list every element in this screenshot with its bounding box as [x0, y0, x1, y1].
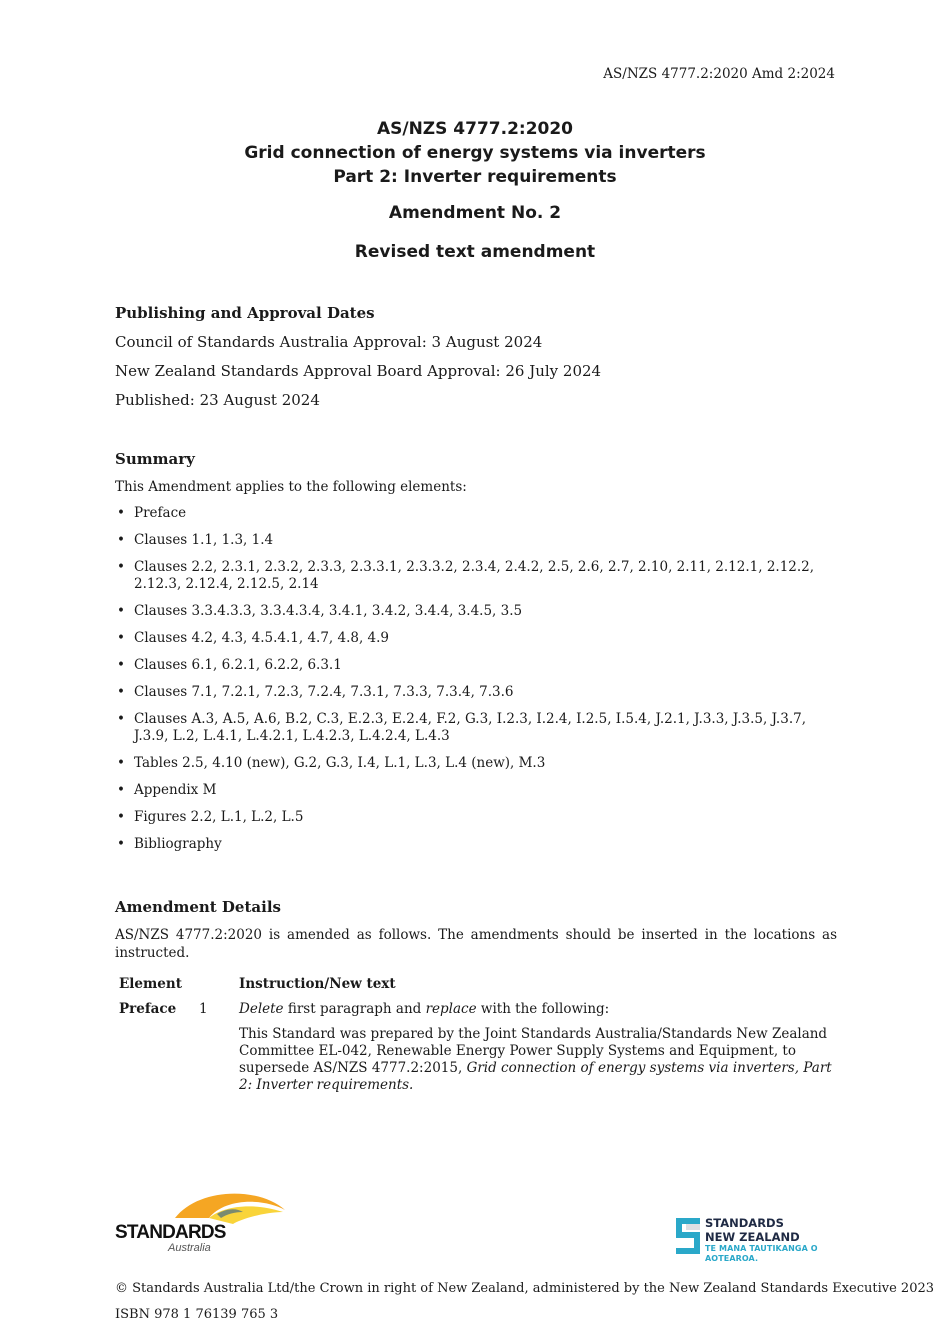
details-intro: AS/NZS 4777.2:2020 is amended as follows. The amendments should be inserted in the locations as instructed. — [115, 927, 837, 961]
published-date: Published: 23 August 2024 — [115, 391, 320, 409]
list-item: • Clauses 6.1, 6.2.1, 6.2.2, 6.3.1 — [115, 657, 837, 674]
standard-number: AS/NZS 4777.2:2020 — [376, 119, 574, 139]
publishing-heading: Publishing and Approval Dates — [115, 304, 375, 322]
standard-title: Grid connection of energy systems via inverters — [244, 143, 706, 163]
list-item: • Clauses A.3, A.5, A.6, B.2, C.3, E.2.3, E.2.4, F.2, G.3, I.2.3, I.2.4, I.2.5, I.5.4, J.2.1, J.3.3, J.3.5, J.3.7, J.3.9, L.2, L.4.1, L.4.2.1, L.4.2.3, L.4.2.4, L.4.3 — [115, 711, 837, 745]
list-item: • Clauses 3.3.4.3.3, 3.3.4.3.4, 3.4.1, 3.4.2, 3.4.4, 3.4.5, 3.5 — [115, 603, 837, 620]
list-item: • Clauses 7.1, 7.2.1, 7.2.3, 7.2.4, 7.3.1, 7.3.3, 7.3.4, 7.3.6 — [115, 684, 837, 701]
sa-name-text: STANDARDS — [115, 1222, 226, 1243]
list-item: • Bibliography — [115, 836, 837, 853]
list-item: • Preface — [115, 505, 837, 522]
list-item: • Clauses 2.2, 2.3.1, 2.3.2, 2.3.3, 2.3.3.1, 2.3.3.2, 2.3.4, 2.4.2, 2.5, 2.6, 2.7, 2.10, 2.11, 2.12.1, 2.12.2, 2.12.3, 2.12.4, 2.12.5, 2.14 — [115, 559, 837, 593]
row-element: Preface — [119, 1001, 177, 1017]
summary-intro: This Amendment applies to the following elements: — [115, 479, 467, 495]
standards-australia-logo — [113, 1188, 288, 1258]
details-heading: Amendment Details — [115, 898, 281, 916]
list-item: • Clauses 4.2, 4.3, 4.5.4.1, 4.7, 4.8, 4.9 — [115, 630, 837, 647]
standard-part: Part 2: Inverter requirements — [333, 167, 617, 187]
copyright-notice: © Standards Australia Ltd/the Crown in right of New Zealand, administered by the New Zealand Standards Executive 2023 — [115, 1281, 935, 1296]
list-item: • Appendix M — [115, 782, 837, 799]
standards-new-zealand-logo — [676, 1216, 851, 1263]
sa-sub-text: Australia — [168, 1242, 211, 1254]
approval-new-zealand: New Zealand Standards Approval Board Approval: 26 July 2024 — [115, 362, 602, 380]
row-instruction: Delete first paragraph and replace with the following: — [239, 1001, 610, 1017]
row-number: 1 — [199, 1001, 208, 1017]
list-item: • Clauses 1.1, 1.3, 1.4 — [115, 532, 837, 549]
instruction-delete: Delete — [239, 1001, 284, 1017]
document-reference: AS/NZS 4777.2:2020 Amd 2:2024 — [603, 66, 835, 82]
nz-tagline: TE MANA TAUTIKANGA O AOTEAROA. — [705, 1244, 818, 1263]
replacement-text: This Standard was prepared by the Joint Standards Australia/Standards New Zealand Committee EL-042, Renewable Energy Power Supply Systems and Equipment, to supersede AS/NZS 4777.2:2015, Grid connection of energy systems via inverters, Part 2: Inverter requirements. — [239, 1026, 832, 1093]
nz-name-line1: STANDARDS — [705, 1216, 784, 1230]
amendment-type: Revised text amendment — [354, 242, 596, 262]
approval-australia: Council of Standards Australia Approval: 3 August 2024 — [115, 333, 543, 351]
amendment-number: Amendment No. 2 — [388, 203, 562, 223]
column-header-instruction: Instruction/New text — [239, 976, 396, 992]
summary-heading: Summary — [115, 450, 195, 468]
column-header-element: Element — [119, 976, 182, 992]
nz-name-line2: NEW ZEALAND — [705, 1230, 800, 1244]
isbn: ISBN 978 1 76139 765 3 — [115, 1307, 279, 1322]
list-item: • Figures 2.2, L.1, L.2, L.5 — [115, 809, 837, 826]
list-item: • Tables 2.5, 4.10 (new), G.2, G.3, I.4, L.1, L.3, L.4 (new), M.3 — [115, 755, 837, 772]
title-block — [0, 117, 950, 189]
standards-nz-mark-icon — [676, 1218, 700, 1258]
instruction-replace: replace — [425, 1001, 477, 1017]
summary-list — [115, 505, 837, 863]
standards-australia-swoosh-icon — [113, 1188, 288, 1258]
